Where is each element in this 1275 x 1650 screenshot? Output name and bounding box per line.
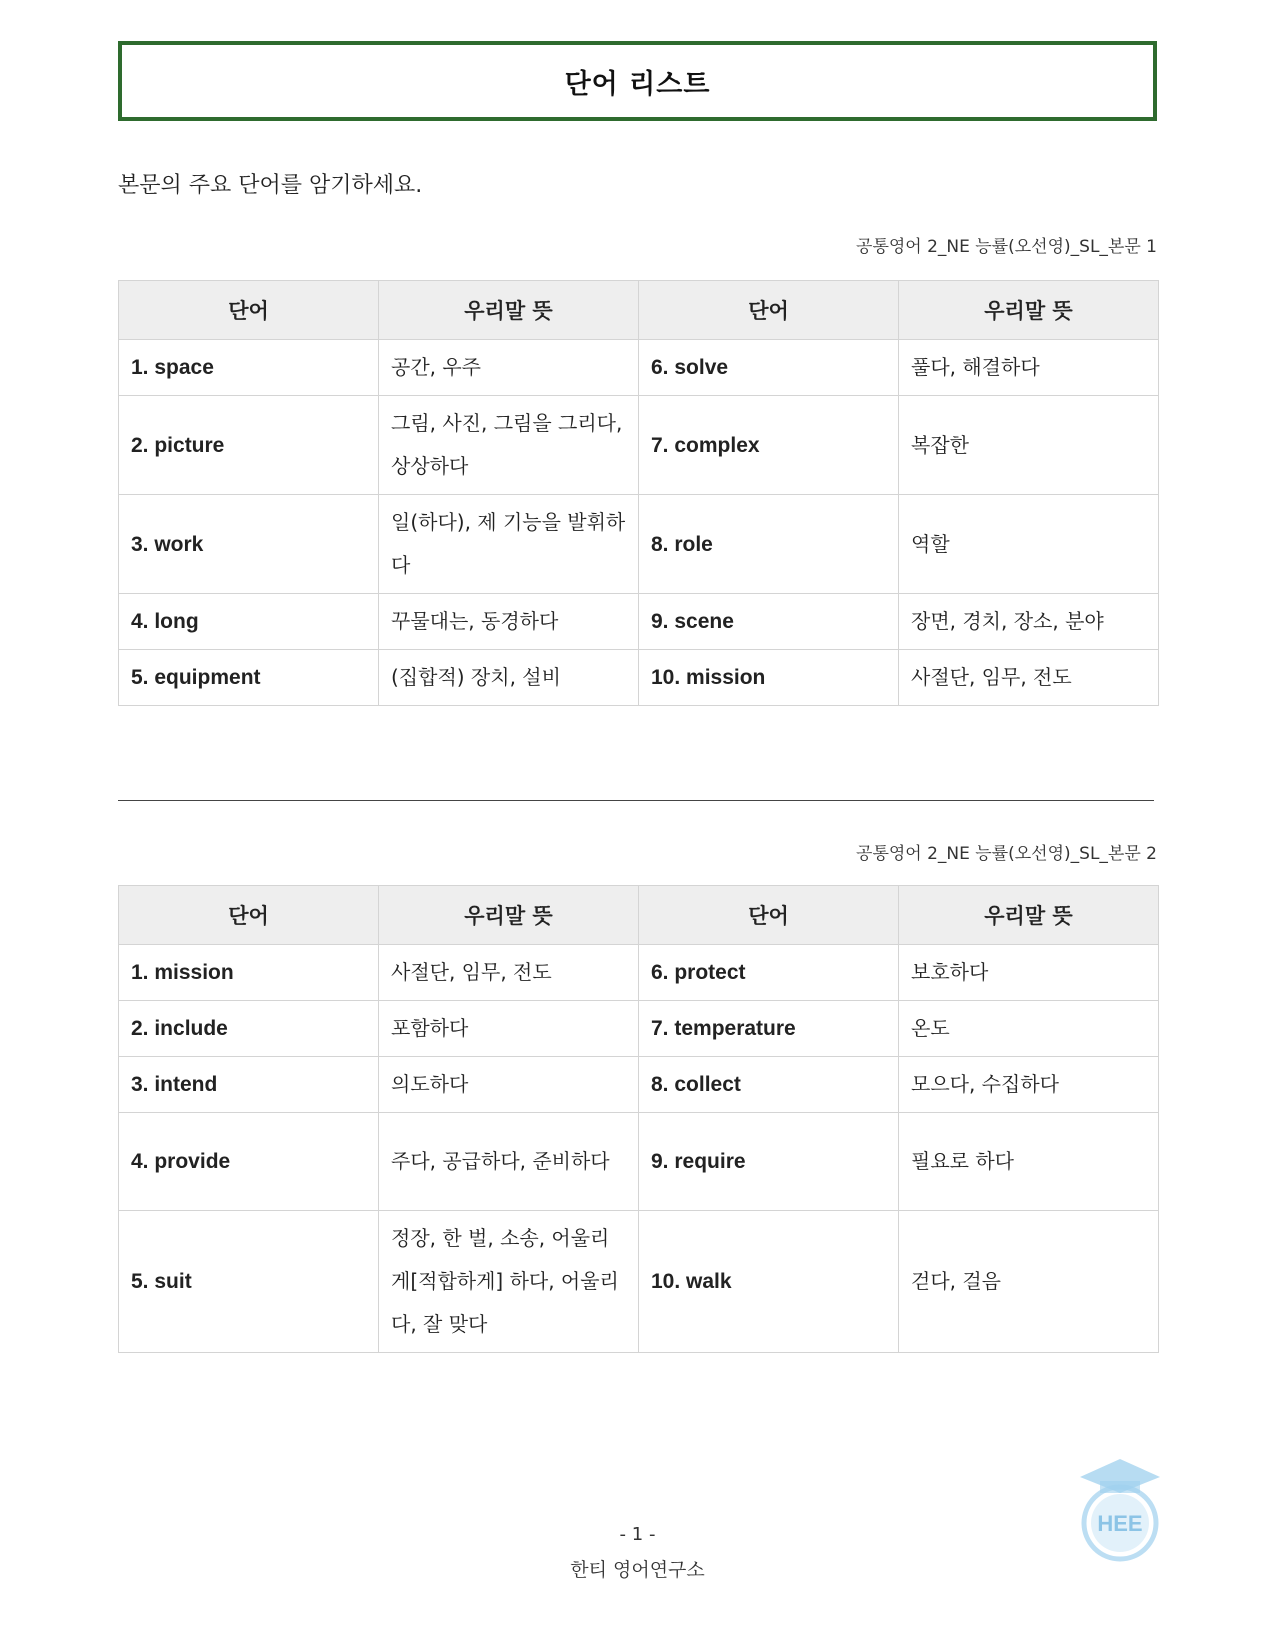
section-2-caption: 공통영어 2_NE 능률(오선영)_SL_본문 2	[856, 844, 1157, 864]
vocab-word: 2. picture	[119, 396, 379, 495]
vocab-meaning: 정장, 한 벌, 소송, 어울리게[적합하게] 하다, 어울리다, 잘 맞다	[379, 1211, 639, 1353]
hee-logo	[1078, 1455, 1162, 1565]
vocab-meaning: 걷다, 걸음	[899, 1211, 1159, 1353]
vocab-word: 6. solve	[639, 340, 899, 396]
vocab-meaning: 사절단, 임무, 전도	[899, 650, 1159, 706]
header-word: 단어	[119, 281, 379, 340]
logo-text: HEE	[1097, 1511, 1143, 1536]
vocab-word: 9. scene	[639, 594, 899, 650]
vocab-meaning: 일(하다), 제 기능을 발휘하다	[379, 495, 639, 594]
vocab-meaning: (집합적) 장치, 설비	[379, 650, 639, 706]
footer-organization: 한티 영어연구소	[570, 1559, 705, 1581]
vocab-word: 4. provide	[119, 1113, 379, 1211]
header-word: 단어	[639, 886, 899, 945]
header-word: 단어	[119, 886, 379, 945]
vocab-word: 5. equipment	[119, 650, 379, 706]
vocab-meaning: 역할	[899, 495, 1159, 594]
header-meaning: 우리말 뜻	[379, 886, 639, 945]
table-row	[119, 340, 1159, 396]
vocab-word: 2. include	[119, 1001, 379, 1057]
page-number: - 1 -	[619, 1524, 656, 1545]
table-row	[119, 1113, 1159, 1211]
page-title: 단어 리스트	[564, 68, 711, 100]
vocab-word: 4. long	[119, 594, 379, 650]
vocab-meaning: 포함하다	[379, 1001, 639, 1057]
vocab-meaning: 모으다, 수집하다	[899, 1057, 1159, 1113]
section-1-caption: 공통영어 2_NE 능률(오선영)_SL_본문 1	[856, 237, 1157, 257]
vocab-table-2	[118, 885, 1159, 1353]
vocab-word: 3. intend	[119, 1057, 379, 1113]
vocab-meaning: 주다, 공급하다, 준비하다	[379, 1113, 639, 1211]
vocab-meaning: 복잡한	[899, 396, 1159, 495]
header-meaning: 우리말 뜻	[379, 281, 639, 340]
section-divider	[118, 800, 1154, 801]
header-word: 단어	[639, 281, 899, 340]
vocab-meaning: 사절단, 임무, 전도	[379, 945, 639, 1001]
table-row	[119, 945, 1159, 1001]
vocab-word: 7. temperature	[639, 1001, 899, 1057]
vocab-word: 1. mission	[119, 945, 379, 1001]
vocab-word: 8. collect	[639, 1057, 899, 1113]
title-box	[118, 41, 1157, 121]
vocab-meaning: 온도	[899, 1001, 1159, 1057]
table-row	[119, 1001, 1159, 1057]
vocab-word: 6. protect	[639, 945, 899, 1001]
vocab-word: 5. suit	[119, 1211, 379, 1353]
header-meaning: 우리말 뜻	[899, 886, 1159, 945]
vocab-word: 3. work	[119, 495, 379, 594]
vocab-word: 10. mission	[639, 650, 899, 706]
vocab-meaning: 의도하다	[379, 1057, 639, 1113]
table-row	[119, 396, 1159, 495]
table-row	[119, 495, 1159, 594]
vocab-meaning: 풀다, 해결하다	[899, 340, 1159, 396]
vocab-word: 1. space	[119, 340, 379, 396]
vocab-meaning: 장면, 경치, 장소, 분야	[899, 594, 1159, 650]
vocab-meaning: 보호하다	[899, 945, 1159, 1001]
table-row	[119, 650, 1159, 706]
table-row	[119, 1211, 1159, 1353]
table-row	[119, 594, 1159, 650]
vocab-table-1	[118, 280, 1159, 706]
vocab-meaning: 공간, 우주	[379, 340, 639, 396]
instruction-text: 본문의 주요 단어를 암기하세요.	[118, 173, 423, 198]
table-header-row	[119, 886, 1159, 945]
vocab-word: 8. role	[639, 495, 899, 594]
vocab-word: 9. require	[639, 1113, 899, 1211]
header-meaning: 우리말 뜻	[899, 281, 1159, 340]
vocab-meaning: 그림, 사진, 그림을 그리다, 상상하다	[379, 396, 639, 495]
table-row	[119, 1057, 1159, 1113]
vocab-word: 7. complex	[639, 396, 899, 495]
table-header-row	[119, 281, 1159, 340]
vocab-word: 10. walk	[639, 1211, 899, 1353]
vocab-meaning: 필요로 하다	[899, 1113, 1159, 1211]
vocab-meaning: 꾸물대는, 동경하다	[379, 594, 639, 650]
